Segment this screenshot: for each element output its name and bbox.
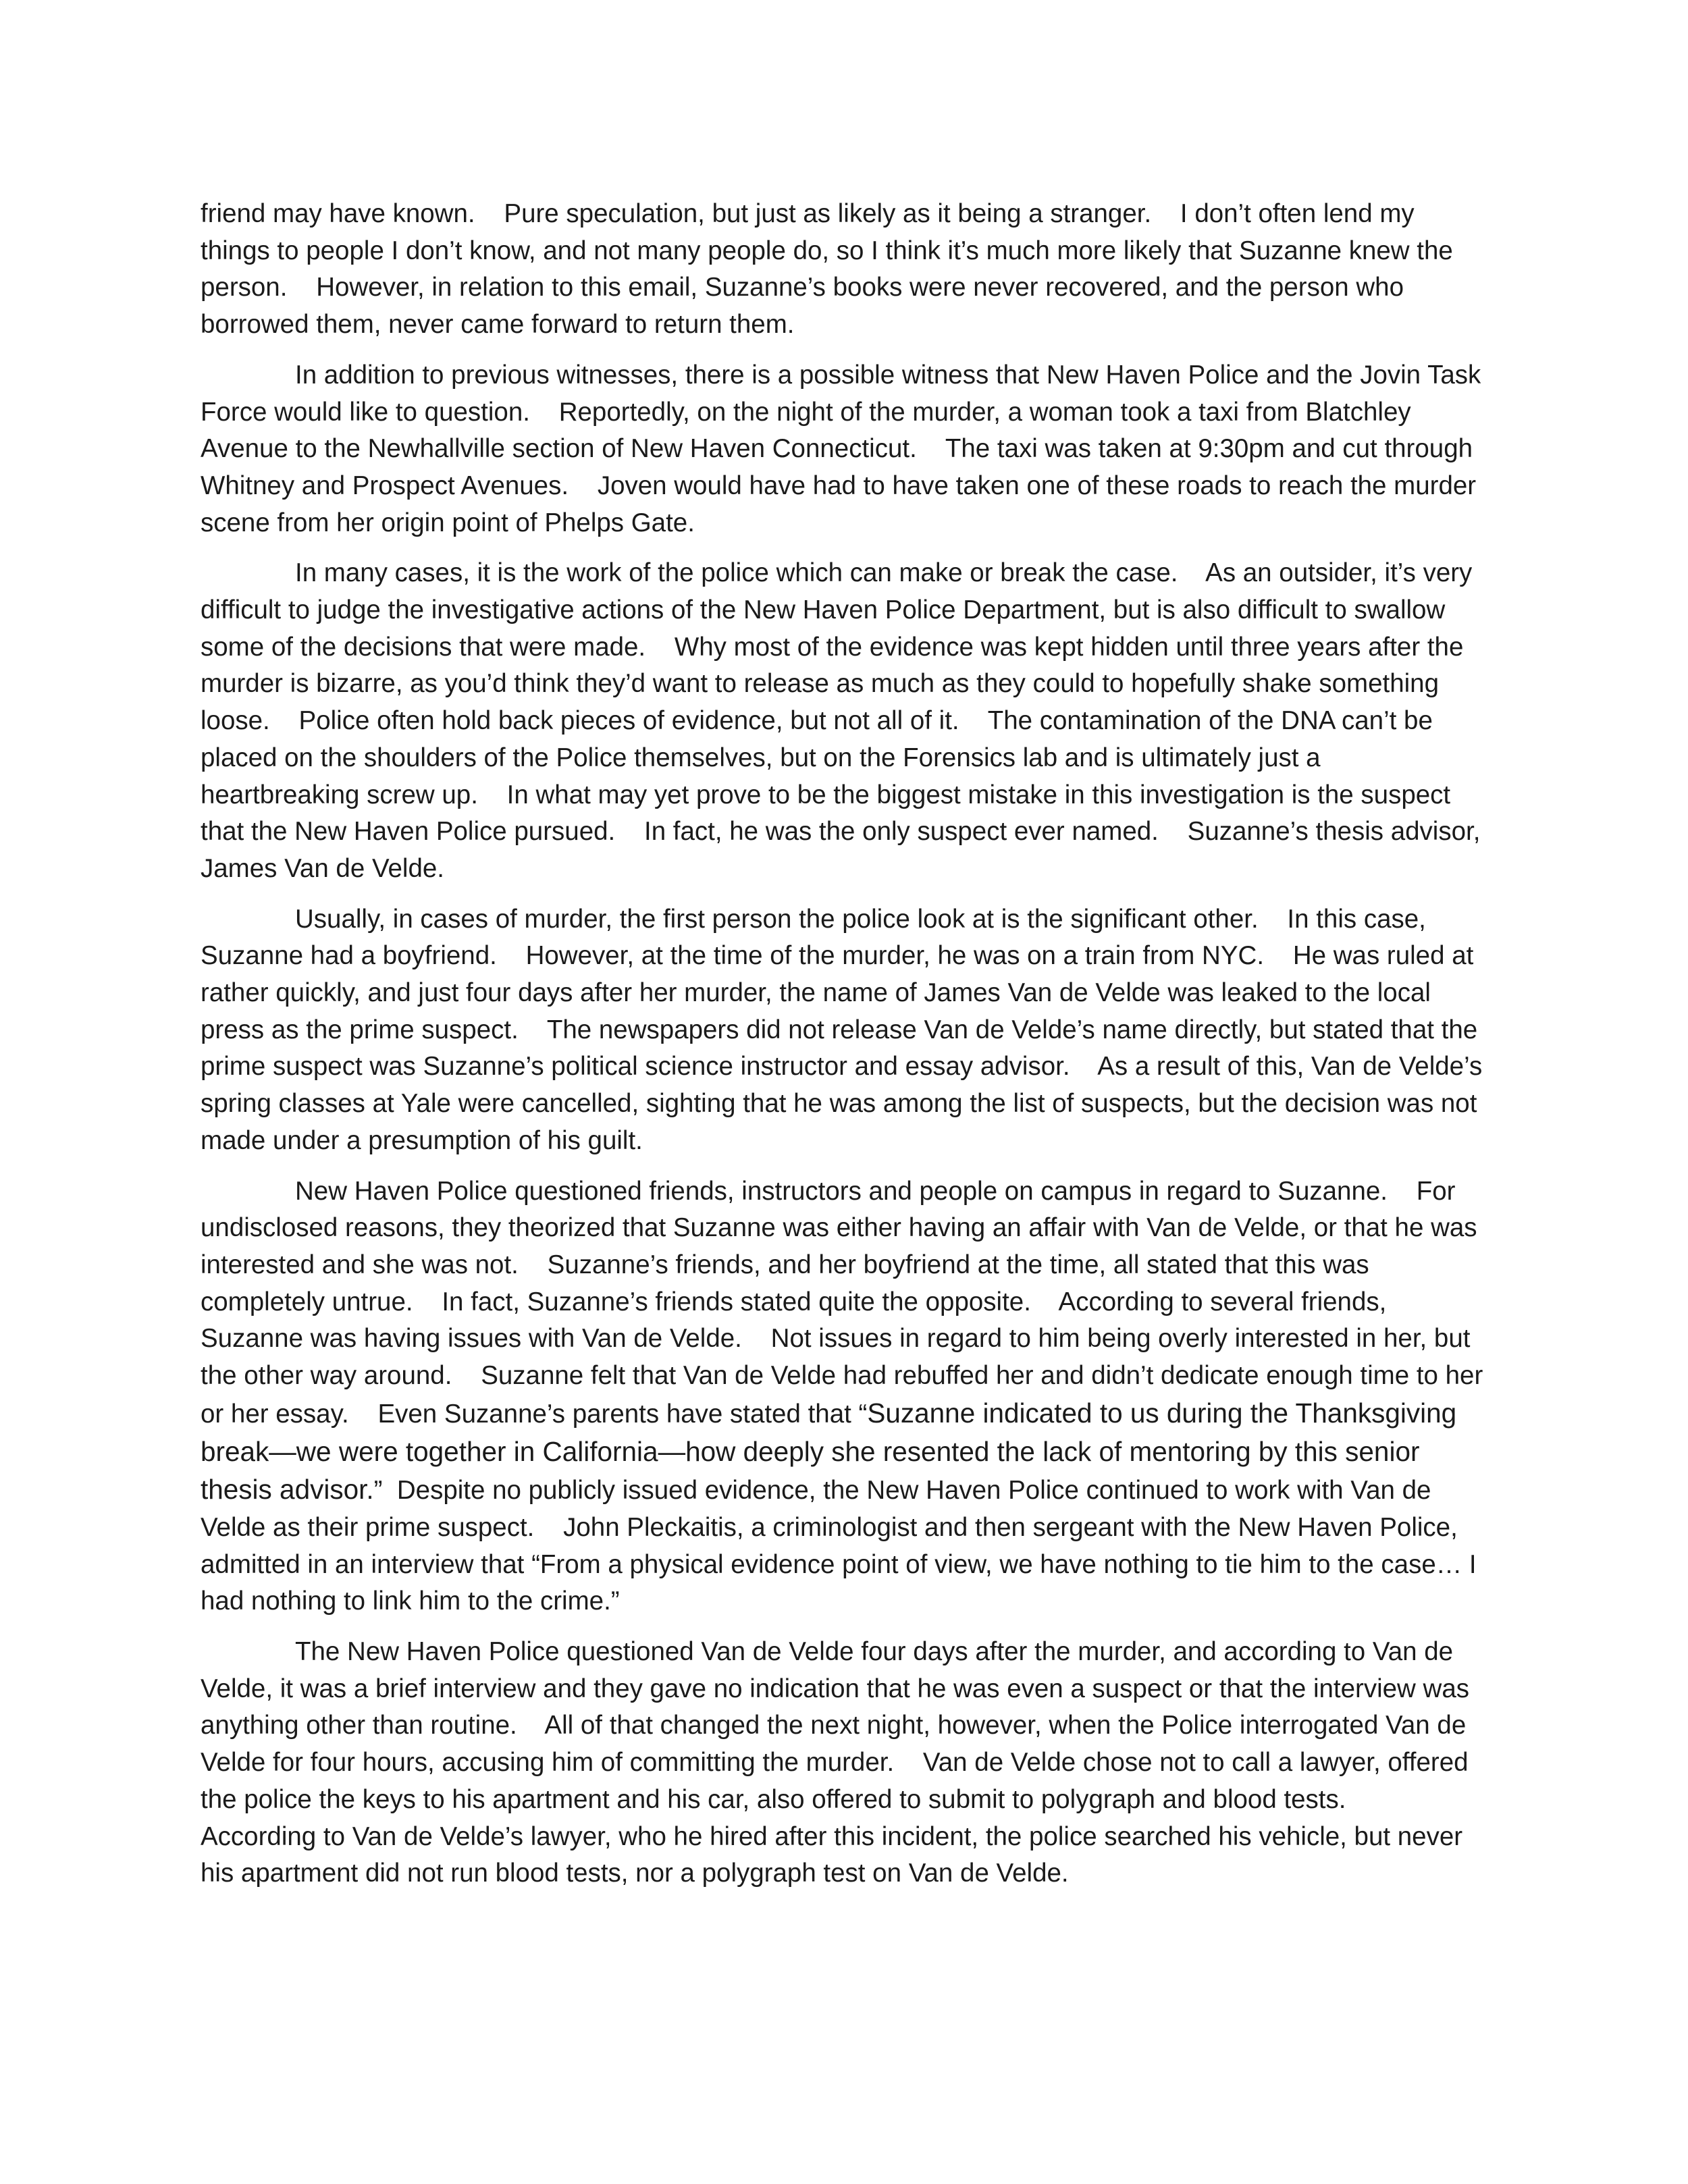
paragraph-5-text-b: ” Despite no publicly issued evidence, the New Haven Police continued to work with Van de Velde as their prime suspect. John Pleckaitis, a criminologist and then sergeant with the New Haven Police, admitted in an interview that “From a physical evidence point of view, we have nothing to tie him to the case… I had nothing to link him to the crime.” bbox=[201, 1476, 1484, 1616]
paragraph-1-text: friend may have known. Pure speculation, but just as likely as it being a stranger. I don’t often lend my things to people I don’t know, and not many people do, so I think it’s much more likely that Suzanne knew the person. However, in relation to this email, Suzanne’s books were never recovered, and the person who borrowed them, never came forward to return them. bbox=[201, 199, 1460, 340]
paragraph-4-text: Usually, in cases of murder, the first person the police look at is the significant other. In this case, Suzanne had a boyfriend. However, at the time of the murder, he was on a train from NYC. He was ruled at rather quickly, and just four days after her murder, the name of James Van de Velde was leaked to the local press as the prime suspect. The newspapers did not release Van de Velde’s name directly, but stated that the prime suspect was Suzanne’s political science instructor and essay advisor. As a result of this, Van de Velde’s spring classes at Yale were cancelled, sighting that he was among the list of suspects, but the decision was not made under a presumption of his guilt. bbox=[201, 904, 1489, 1155]
document-page bbox=[201, 196, 1490, 1906]
paragraph-5-text-a: New Haven Police questioned friends, instructors and people on campus in regard to Suzanne. For undisclosed reasons, they theorized that Suzanne was either having an affair with Van de Velde, or that he was interested and she was not. Suzanne’s friends, and her boyfriend at the time, all stated that this was completely untrue. In fact, Suzanne’s friends stated quite the opposite. According to several friends, Suzanne was having issues with Van de Velde. Not issues in regard to him being overly interested in her, but the other way around. Suzanne felt that Van de Velde had rebuffed her and didn’t dedicate enough time to her or her essay. Even Suzanne’s parents have stated that “ bbox=[201, 1176, 1490, 1429]
paragraph-6-text: The New Haven Police questioned Van de Velde four days after the murder, and according to Van de Velde, it was a brief interview and they gave no indication that he was even a suspect or that the interview was anything other than routine. All of that changed the next night, however, when the Police interrogated Van de Velde for four hours, accusing him of committing the murder. Van de Velde chose not to call a lawyer, offered the police the keys to his apartment and his car, also offered to submit to polygraph and blood tests. According to Van de Velde’s lawyer, who he hired after this incident, the police searched his vehicle, but never his apartment did not run blood tests, nor a polygraph test on Van de Velde. bbox=[201, 1637, 1477, 1888]
paragraph-1 bbox=[201, 196, 1483, 344]
paragraph-5 bbox=[201, 1173, 1490, 1620]
paragraph-2-text: In addition to previous witnesses, there is a possible witness that New Haven Police and the Jovin Task Force would like to question. Reportedly, on the night of the murder, a woman took a taxi from Blatchley Avenue to the Newhallville section of New Haven Connecticut. The taxi was taken at 9:30pm and cut through Whitney and Prospect Avenues. Joven would have had to have taken one of these roads to reach the murder scene from her origin point of Phelps Gate. bbox=[201, 360, 1488, 537]
paragraph-2 bbox=[201, 357, 1488, 542]
paragraph-3-text: In many cases, it is the work of the police which can make or break the case. As an outsider, it’s very difficult to judge the investigative actions of the New Haven Police Department, but is also difficult to swallow some of the decisions that were made. Why most of the evidence was kept hidden until three years after the murder is bizarre, as you’d think they’d want to release as much as they could to hopefully shake something loose. Police often hold back pieces of evidence, but not all of it. The contamination of the DNA can’t be placed on the shoulders of the Police themselves, but on the Forensics lab and is ultimately just a heartbreaking screw up. In what may yet prove to be the biggest mistake in this investigation is the suspect that the New Haven Police pursued. In fact, he was the only suspect ever named. Suzanne’s thesis advisor, James Van de Velde. bbox=[201, 558, 1488, 883]
paragraph-4 bbox=[201, 901, 1489, 1160]
paragraph-3 bbox=[201, 555, 1488, 887]
paragraph-6 bbox=[201, 1634, 1483, 1892]
parents-quote: Suzanne indicated to us during the Thanksgiving break—we were together in California—how deeply she resented the lack of mentoring by this senior thesis advisor. bbox=[201, 1397, 1465, 1506]
